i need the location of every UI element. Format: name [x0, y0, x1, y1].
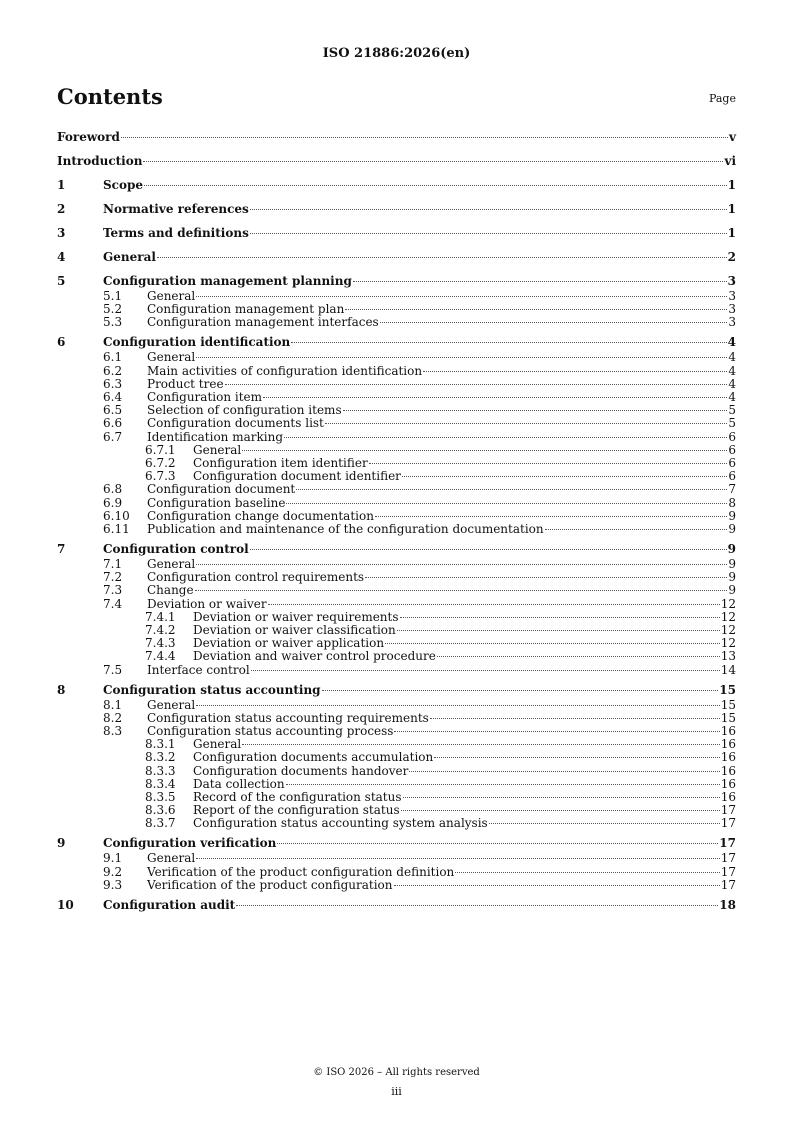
toc-entry-number: 7.4 [103, 596, 123, 611]
toc-entry-number: 5 [57, 274, 66, 288]
toc-entry-title: General [147, 697, 196, 712]
toc-entry[interactable] [57, 274, 736, 288]
toc-entry-number: 8.2 [103, 710, 123, 725]
dot-leader [400, 617, 720, 618]
toc-entry-title: General [147, 851, 196, 866]
toc-entry[interactable] [57, 302, 736, 316]
dot-leader [545, 529, 728, 530]
toc-entry-page: 17 [720, 864, 736, 879]
dot-leader [121, 137, 728, 138]
toc-entry[interactable] [57, 636, 736, 650]
contents-title: Contents [57, 84, 163, 109]
toc-entry-number: 5.3 [103, 315, 123, 330]
toc-entry-title: General [147, 289, 196, 303]
toc-entry[interactable] [57, 698, 736, 712]
document-header: ISO 21886:2026(en) [322, 46, 471, 61]
toc-entry-page: 14 [720, 662, 736, 677]
toc-entry[interactable] [57, 315, 736, 329]
toc-entry-title: Configuration verification [103, 836, 277, 851]
toc-entry[interactable] [57, 777, 736, 791]
toc-entry-number: 2 [57, 202, 66, 216]
toc-entry-page: 16 [720, 776, 736, 791]
toc-entry-page: 3 [728, 289, 736, 303]
toc-entry-page: 17 [720, 877, 736, 892]
dot-leader [401, 810, 720, 811]
toc-entry-page: 6 [728, 469, 736, 484]
toc-entry-title: Verification of the product configuration [147, 877, 393, 892]
toc-entry-title: Identification marking [147, 429, 284, 444]
toc-entry-title: Publication and maintenance of the configuration documentation [147, 522, 544, 536]
toc-entry-number: 7.4.4 [145, 649, 176, 664]
toc-entry-page: 12 [720, 636, 736, 651]
toc-entry-page: 1 [727, 226, 736, 240]
toc-entry-title: Configuration status accounting process [147, 724, 394, 738]
toc-entry[interactable] [57, 350, 736, 364]
toc-entry-title: Foreword [57, 130, 120, 144]
toc-entry-title: Normative references [103, 202, 249, 216]
toc-entry-title: Configuration item identifier [193, 456, 368, 470]
toc-entry[interactable] [57, 154, 736, 168]
toc-entry-page: 18 [719, 897, 736, 912]
toc-entry-page: 4 [728, 376, 736, 391]
dot-leader [225, 384, 728, 385]
toc-entry[interactable] [57, 456, 736, 470]
dot-leader [403, 797, 720, 798]
toc-entry-page: 9 [728, 522, 736, 536]
toc-entry-page: 15 [719, 682, 736, 697]
page-column-label: Page [708, 92, 736, 105]
toc-entry-page: 15 [720, 697, 736, 712]
toc-entry[interactable] [57, 522, 736, 536]
dot-leader [380, 322, 728, 323]
toc-entry-number: 8.3.7 [145, 816, 176, 831]
toc-entry[interactable] [57, 623, 736, 637]
toc-entry-number: 6.3 [103, 376, 123, 391]
toc-entry-page: 12 [720, 623, 736, 637]
toc-entry-title: Configuration status accounting system analysis [193, 816, 488, 831]
dot-leader [250, 549, 727, 550]
toc-entry-page: 16 [720, 724, 736, 738]
toc-entry-page: 4 [728, 363, 736, 378]
toc-entry-number: 6.4 [103, 390, 123, 404]
toc-entry-number: 9.2 [103, 864, 123, 879]
toc-entry[interactable] [57, 816, 736, 830]
toc-entry-number: 6.5 [103, 403, 123, 418]
toc-entry-number: 3 [57, 226, 66, 240]
toc-entry-page: 3 [728, 315, 736, 330]
toc-entry-page: 16 [720, 737, 736, 752]
toc-entry-title: Configuration status accounting requirements [147, 710, 429, 725]
dot-leader [489, 823, 720, 824]
toc-entry-title: General [103, 250, 156, 264]
toc-entry-number: 7 [57, 542, 66, 556]
toc-entry-number: 9.1 [103, 851, 123, 866]
toc-entry-number: 8.3.6 [145, 803, 176, 818]
toc-entry[interactable] [57, 583, 736, 597]
toc-entry[interactable] [57, 851, 736, 865]
toc-entry-page: 3 [727, 274, 736, 288]
toc-entry-title: Configuration change documentation [147, 508, 374, 523]
toc-entry-page: 6 [728, 456, 736, 470]
toc-entry-title: Configuration document [147, 482, 296, 497]
toc-entry-title: Selection of configuration items [147, 403, 342, 418]
toc-entry-number: 6.7.1 [145, 442, 176, 457]
dot-leader [343, 410, 728, 411]
toc-entry-number: 6.7 [103, 429, 123, 444]
toc-entry-page: 5 [728, 403, 736, 418]
toc-entry-number: 6.7.2 [145, 456, 176, 470]
toc-entry-page: 6 [728, 429, 736, 444]
dot-leader [263, 397, 727, 398]
toc-entry-title: Terms and definitions [103, 226, 249, 240]
dot-leader [277, 843, 718, 844]
dot-leader [242, 450, 727, 451]
dot-leader [437, 656, 720, 657]
dot-leader [397, 630, 720, 631]
toc-entry-number: 8.3.4 [145, 776, 176, 791]
toc-entry-page: 3 [728, 302, 736, 317]
toc-entry-number: 6.8 [103, 482, 123, 497]
dot-leader [196, 858, 719, 859]
toc-entry-number: 6.9 [103, 495, 123, 510]
toc-entry-page: 6 [728, 442, 736, 457]
dot-leader [144, 185, 727, 186]
toc-entry-number: 9.3 [103, 877, 123, 892]
toc-entry[interactable] [57, 509, 736, 523]
toc-entry-page: 8 [728, 495, 736, 510]
toc-entry-title: Main activities of configuration identification [147, 363, 423, 378]
toc-entry-title: Deviation or waiver requirements [193, 609, 399, 624]
dot-leader [345, 309, 727, 310]
toc-entry-title: Configuration control requirements [147, 570, 365, 585]
toc-entry-title: Report of the configuration status [193, 803, 400, 818]
toc-entry[interactable] [57, 390, 736, 404]
toc-entry-title: Configuration management interfaces [147, 315, 379, 330]
toc-entry-title: Interface control [147, 662, 250, 677]
toc-entry-number: 8.3 [103, 724, 123, 738]
toc-entry[interactable] [57, 482, 736, 496]
toc-entry-title: Configuration identification [103, 335, 291, 350]
toc-entry-title: Configuration documents handover [193, 763, 409, 778]
toc-entry[interactable] [57, 416, 736, 430]
toc-entry-number: 6.10 [103, 508, 130, 523]
toc-entry-title: Configuration control [103, 542, 249, 556]
toc-entry-title: Deviation or waiver application [193, 636, 385, 651]
toc-entry-title: General [193, 442, 242, 457]
dot-leader [286, 784, 720, 785]
toc-entry[interactable] [57, 557, 736, 571]
toc-entry-title: Data collection [193, 776, 285, 791]
toc-entry-number: 7.5 [103, 662, 123, 677]
toc-entry-page: 2 [727, 250, 736, 264]
dot-leader [143, 161, 723, 162]
toc-entry-number: 8.1 [103, 697, 123, 712]
toc-entry-page: 17 [720, 851, 736, 866]
toc-entry[interactable] [57, 724, 736, 738]
toc-entry[interactable] [57, 764, 736, 778]
toc-entry-page: 1 [727, 202, 736, 216]
dot-leader [455, 872, 719, 873]
toc-entry-page: 12 [720, 596, 736, 611]
toc-entry-page: v [729, 130, 736, 144]
toc-entry-number: 6.7.3 [145, 469, 176, 484]
toc-entry-number: 6 [57, 335, 66, 350]
toc-entry[interactable] [57, 711, 736, 725]
toc-entry[interactable] [57, 289, 736, 303]
dot-leader [394, 731, 719, 732]
toc-entry-number: 8 [57, 682, 66, 697]
toc-entry-page: 16 [720, 790, 736, 804]
dot-leader [375, 516, 727, 517]
toc-entry-title: Product tree [147, 376, 224, 391]
toc-entry-page: 17 [719, 836, 736, 851]
toc-entry-number: 6.1 [103, 350, 123, 365]
dot-leader [236, 905, 718, 906]
toc-entry-number: 6.11 [103, 522, 130, 536]
toc-entry-title: General [193, 737, 242, 752]
toc-entry-number: 5.1 [103, 289, 123, 303]
toc-entry-number: 6.2 [103, 363, 123, 378]
toc-entry[interactable] [57, 610, 736, 624]
toc-entry-page: 7 [728, 482, 736, 497]
toc-entry[interactable] [57, 335, 736, 349]
toc-entry-title: Configuration status accounting [103, 682, 321, 697]
toc-entry-number: 9 [57, 836, 66, 851]
dot-leader [385, 643, 720, 644]
toc-entry-number: 8.3.2 [145, 750, 176, 765]
toc-entry-title: Deviation and waiver control procedure [193, 649, 436, 664]
toc-entry-title: Configuration audit [103, 897, 236, 912]
page-number: iii [391, 1085, 402, 1098]
dot-leader [322, 690, 719, 691]
toc-entry-page: 15 [720, 710, 736, 725]
dot-leader [195, 590, 728, 591]
toc-entry[interactable] [57, 542, 736, 556]
dot-leader [196, 705, 719, 706]
toc-entry-number: 7.4.1 [145, 609, 176, 624]
toc-entry-number: 1 [57, 178, 66, 192]
toc-entry-number: 10 [57, 897, 74, 912]
toc-entry-number: 8.3.1 [145, 737, 176, 752]
toc-entry-page: 17 [720, 816, 736, 831]
copyright-notice: © ISO 2026 – All rights reserved [313, 1067, 480, 1078]
toc-entry-number: 7.4.3 [145, 636, 176, 651]
dot-leader [268, 604, 720, 605]
toc-entry[interactable] [57, 737, 736, 751]
dot-leader [353, 281, 727, 282]
dot-leader [434, 757, 719, 758]
toc-entry-title: Configuration document identifier [193, 469, 401, 484]
toc-entry-page: 16 [720, 763, 736, 778]
dot-leader [365, 577, 727, 578]
dot-leader [196, 564, 727, 565]
toc-entry[interactable] [57, 496, 736, 510]
toc-entry-number: 7.3 [103, 583, 123, 598]
toc-entry-page: 9 [727, 542, 736, 556]
toc-entry-page: 16 [720, 750, 736, 765]
toc-entry-title: General [147, 350, 196, 365]
dot-leader [430, 718, 720, 719]
dot-leader [423, 371, 727, 372]
toc-entry-page: 9 [728, 583, 736, 598]
toc-entry-page: 9 [728, 570, 736, 585]
toc-entry[interactable] [57, 226, 736, 240]
toc-entry[interactable] [57, 803, 736, 817]
toc-entry-number: 6.6 [103, 416, 123, 431]
toc-entry-title: Introduction [57, 154, 143, 168]
toc-entry-page: 9 [728, 508, 736, 523]
toc-entry[interactable] [57, 790, 736, 804]
toc-entry[interactable] [57, 377, 736, 391]
toc-entry-title: Deviation or waiver classification [193, 623, 396, 637]
toc-entry[interactable] [57, 683, 736, 697]
dot-leader [409, 771, 719, 772]
toc-entry-page: 9 [728, 557, 736, 571]
dot-leader [251, 670, 720, 671]
toc-entry[interactable] [57, 865, 736, 879]
toc-entry-title: General [147, 557, 196, 571]
toc-entry-title: Change [147, 583, 194, 598]
toc-entry-title: Configuration documents list [147, 416, 324, 431]
toc-entry[interactable] [57, 570, 736, 584]
dot-leader [402, 476, 727, 477]
toc-entry[interactable] [57, 130, 736, 144]
toc-entry-number: 7.2 [103, 570, 123, 585]
toc-entry[interactable] [57, 878, 736, 892]
dot-leader [394, 885, 720, 886]
dot-leader [242, 744, 719, 745]
toc-entry-page: 13 [720, 649, 736, 664]
dot-leader [286, 503, 727, 504]
toc-entry-number: 8.3.5 [145, 790, 176, 804]
toc-entry-title: Configuration management planning [103, 274, 352, 288]
toc-entry-title: Configuration item [147, 390, 263, 404]
toc-entry-number: 4 [57, 250, 66, 264]
toc-entry-number: 8.3.3 [145, 763, 176, 778]
toc-entry-page: 4 [728, 390, 736, 404]
toc-entry[interactable] [57, 178, 736, 192]
toc-entry[interactable] [57, 649, 736, 663]
toc-entry[interactable] [57, 430, 736, 444]
dot-leader [250, 209, 727, 210]
toc-entry[interactable] [57, 750, 736, 764]
dot-leader [196, 357, 727, 358]
toc-entry-page: 12 [720, 609, 736, 624]
toc-entry-title: Configuration baseline [147, 495, 286, 510]
toc-entry-title: Deviation or waiver [147, 596, 267, 611]
dot-leader [196, 296, 727, 297]
toc-entry[interactable] [57, 469, 736, 483]
dot-leader [296, 489, 727, 490]
toc-entry-title: Scope [103, 178, 144, 192]
dot-leader [157, 257, 727, 258]
toc-entry[interactable] [57, 663, 736, 677]
dot-leader [291, 342, 726, 343]
toc-entry[interactable] [57, 597, 736, 611]
toc-entry-page: vi [724, 154, 736, 168]
toc-entry-title: Record of the configuration status [193, 790, 402, 804]
toc-entry[interactable] [57, 250, 736, 264]
dot-leader [369, 463, 728, 464]
dot-leader [250, 233, 727, 234]
toc-entry-number: 7.1 [103, 557, 123, 571]
toc-entry-title: Verification of the product configuration definition [147, 864, 455, 879]
toc-entry-page: 5 [728, 416, 736, 431]
toc-entry[interactable] [57, 443, 736, 457]
dot-leader [284, 437, 727, 438]
toc-entry-number: 5.2 [103, 302, 123, 317]
toc-entry[interactable] [57, 202, 736, 216]
toc-entry-number: 7.4.2 [145, 623, 176, 637]
toc-entry-page: 1 [727, 178, 736, 192]
dot-leader [325, 423, 727, 424]
toc-entry-title: Configuration documents accumulation [193, 750, 434, 765]
toc-entry-page: 4 [728, 350, 736, 365]
toc-entry-title: Configuration management plan [147, 302, 345, 317]
toc-entry-page: 17 [720, 803, 736, 818]
toc-entry[interactable] [57, 364, 736, 378]
toc-entry[interactable] [57, 403, 736, 417]
toc-entry-page: 4 [727, 335, 736, 350]
toc-entry[interactable] [57, 836, 736, 850]
toc-entry[interactable] [57, 898, 736, 912]
